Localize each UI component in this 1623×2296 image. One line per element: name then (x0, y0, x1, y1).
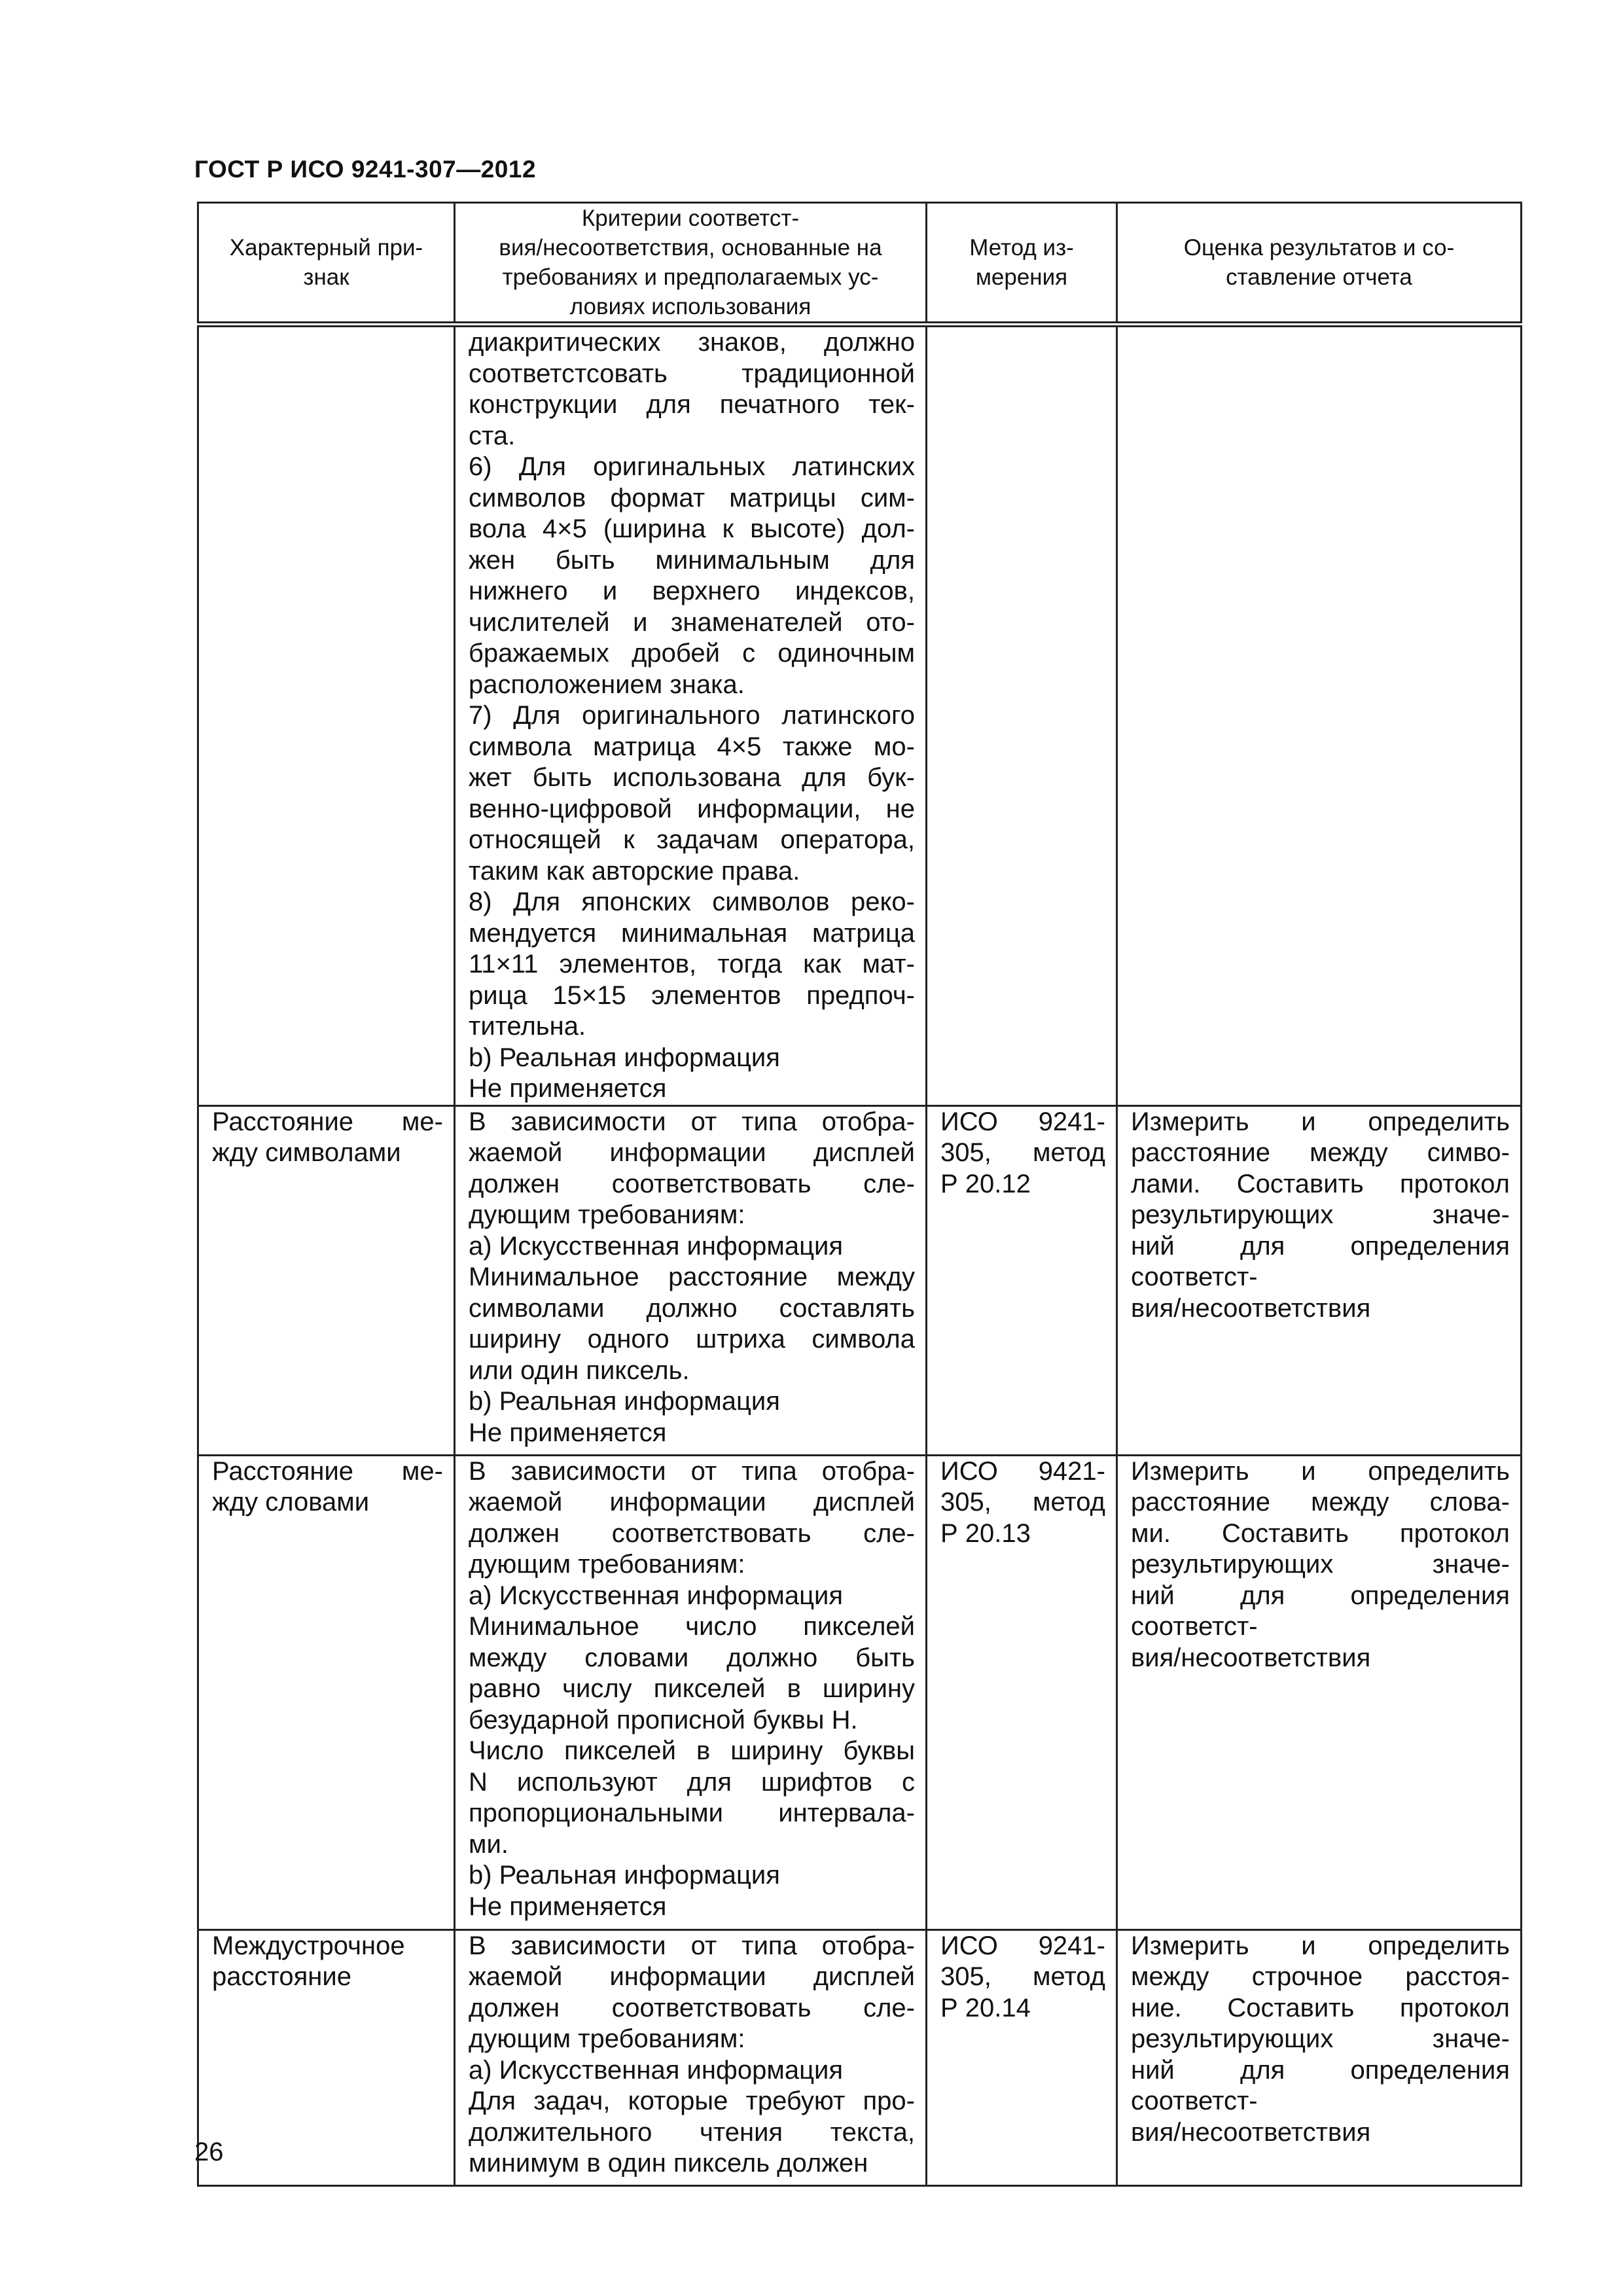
criteria-line: равно числу пикселей в ширину (469, 1674, 915, 1703)
criteria-line: символа матрица 4×5 также мо- (469, 732, 915, 761)
method-cell (927, 1929, 1117, 2185)
column-header-line: Характерный при- (229, 235, 423, 260)
evaluation-line: соответст- (1131, 2087, 1258, 2115)
method-line: Р 20.12 (940, 1169, 1031, 1198)
table-row (198, 1455, 1522, 1929)
evaluation-cell (1117, 325, 1522, 1106)
column-header-line: мерения (975, 264, 1068, 290)
evaluation-line: соответст- (1131, 1612, 1258, 1641)
criteria-line: а) Искусственная информация (469, 2055, 843, 2085)
column-header-line: Метод из- (969, 235, 1074, 260)
evaluation-line: расстояние между слова- (1131, 1488, 1510, 1516)
criteria-line: символов формат матрицы сим- (469, 483, 915, 512)
feature-cell (198, 1105, 455, 1455)
column-header-feature (198, 203, 455, 325)
criteria-line: b) Реальная информация (469, 1043, 780, 1072)
criteria-line: должен соответствовать сле- (469, 1169, 915, 1198)
column-header-criteria (455, 203, 927, 325)
feature-line: Расстояние ме- (212, 1107, 443, 1136)
criteria-line: бражаемых дробей с одиночным (469, 639, 915, 668)
method-line: ИСО 9421- (940, 1456, 1105, 1486)
column-header-line: Оценка результатов и со- (1183, 235, 1455, 260)
criteria-line: относящей к задачам оператора, (469, 825, 915, 854)
evaluation-line: вия/несоответствия (1131, 2117, 1371, 2147)
page-number: 26 (194, 2138, 224, 2166)
evaluation-line: вия/несоответствия (1131, 1643, 1371, 1672)
criteria-cell (455, 1929, 927, 2185)
evaluation-line: вия/несоответствия (1131, 1293, 1371, 1323)
column-header-line: ловиях использования (569, 294, 812, 319)
evaluation-line: соответст- (1131, 1263, 1258, 1291)
evaluation-line: результирующих значе- (1131, 2024, 1510, 2053)
criteria-line: Число пикселей в ширину буквы (469, 1736, 915, 1765)
criteria-line: Не применяется (469, 1892, 667, 1921)
evaluation-line: результирующих значе- (1131, 1200, 1510, 1229)
criteria-line: жаемой информации дисплей (469, 1138, 915, 1167)
column-header-line: требованиях и предполагаемых ус- (502, 264, 879, 290)
column-header-line: Критерии соответст- (581, 206, 800, 231)
criteria-line: мендуется минимальная матрица (469, 918, 915, 948)
method-cell (927, 325, 1117, 1106)
method-line: Р 20.14 (940, 1993, 1031, 2022)
criteria-line: В зависимости от типа отобра- (469, 1107, 915, 1136)
method-line: Р 20.13 (940, 1518, 1031, 1548)
criteria-line: тительна. (469, 1012, 586, 1041)
evaluation-cell (1117, 1105, 1522, 1455)
criteria-line: а) Искусственная информация (469, 1581, 843, 1610)
evaluation-line: Измерить и определить (1131, 1456, 1510, 1486)
feature-cell (198, 1929, 455, 2185)
feature-cell (198, 1455, 455, 1929)
feature-line: расстояние (212, 1962, 351, 1991)
criteria-line: Минимальное число пикселей (469, 1612, 915, 1641)
method-line: 305, метод (940, 1962, 1105, 1991)
column-header-line: знак (303, 264, 349, 290)
criteria-line: жен быть минимальным для (469, 545, 915, 575)
criteria-line: вола 4×5 (ширина к высоте) дол- (469, 514, 915, 543)
column-header-line: вия/несоответствия, основанные на (499, 235, 882, 260)
criteria-line: 11×11 элементов, тогда как мат- (469, 950, 915, 978)
table-header-row (198, 203, 1522, 325)
criteria-line: 7) Для оригинального латинского (469, 701, 915, 730)
table-row (198, 325, 1522, 1106)
criteria-line: дующим требованиям: (469, 1200, 745, 1229)
feature-line: жду символами (212, 1138, 401, 1167)
criteria-line: Минимальное расстояние между (469, 1263, 915, 1291)
criteria-cell (455, 1455, 927, 1929)
criteria-line: между словами должно быть (469, 1643, 915, 1672)
criteria-line: В зависимости от типа отобра- (469, 1456, 915, 1486)
criteria-line: дующим требованиям: (469, 1550, 745, 1579)
evaluation-line: ний для определения (1131, 1581, 1510, 1610)
evaluation-line: расстояние между симво- (1131, 1138, 1510, 1167)
criteria-line: ширину одного штриха символа (469, 1325, 915, 1354)
criteria-line: диакритических знаков, должно (469, 328, 915, 357)
criteria-line: должен соответствовать сле- (469, 1993, 915, 2022)
criteria-line: N используют для шрифтов с (469, 1767, 915, 1797)
feature-line: Расстояние ме- (212, 1456, 443, 1486)
table-row (198, 1929, 1522, 2185)
feature-cell (198, 325, 455, 1106)
criteria-cell (455, 325, 927, 1106)
criteria-line: расположением знака. (469, 670, 745, 699)
criteria-line: Не применяется (469, 1418, 667, 1447)
criteria-line: а) Искусственная информация (469, 1231, 843, 1261)
criteria-line: 6) Для оригинальных латинских (469, 452, 915, 481)
column-header-line: ставление отчета (1226, 264, 1412, 290)
method-cell (927, 1455, 1117, 1929)
column-header-method (927, 203, 1117, 325)
criteria-line: должительного чтения текста, (469, 2117, 915, 2147)
evaluation-cell (1117, 1455, 1522, 1929)
evaluation-line: Измерить и определить (1131, 1931, 1510, 1960)
feature-line: жду словами (212, 1488, 370, 1516)
evaluation-line: ние. Составить протокол (1131, 1993, 1510, 2022)
method-line: 305, метод (940, 1138, 1105, 1167)
criteria-line: жет быть использована для бук- (469, 763, 915, 792)
table-row (198, 1105, 1522, 1455)
criteria-line: символами должно составлять (469, 1293, 915, 1323)
evaluation-line: результирующих значе- (1131, 1550, 1510, 1579)
criteria-line: b) Реальная информация (469, 1387, 780, 1416)
criteria-cell (455, 1105, 927, 1455)
feature-line: Междустрочное (212, 1931, 405, 1960)
criteria-line: или один пиксель. (469, 1355, 690, 1385)
criteria-line: жаемой информации дисплей (469, 1488, 915, 1516)
column-header-evaluation (1117, 203, 1522, 325)
document-header-code: ГОСТ Р ИСО 9241-307—2012 (194, 156, 537, 183)
criteria-line: соответстсовать традиционной (469, 359, 915, 388)
evaluation-line: между строчное расстоя- (1131, 1962, 1510, 1991)
criteria-line: Не применяется (469, 1074, 667, 1103)
criteria-line: ста. (469, 421, 516, 450)
criteria-line: b) Реальная информация (469, 1861, 780, 1890)
criteria-line: минимум в один пиксель должен (469, 2149, 868, 2178)
method-line: ИСО 9241- (940, 1931, 1105, 1960)
criteria-line: ми. (469, 1829, 508, 1859)
criteria-line: дующим требованиям: (469, 2024, 745, 2053)
criteria-line: безударной прописной буквы Н. (469, 1705, 858, 1734)
criteria-line: должен соответствовать сле- (469, 1518, 915, 1548)
evaluation-line: Измерить и определить (1131, 1107, 1510, 1136)
criteria-line: нижнего и верхнего индексов, (469, 577, 915, 605)
evaluation-cell (1117, 1929, 1522, 2185)
evaluation-line: ний для определения (1131, 2055, 1510, 2085)
criteria-line: рица 15×15 элементов предпоч- (469, 980, 915, 1010)
criteria-line: В зависимости от типа отобра- (469, 1931, 915, 1960)
method-line: 305, метод (940, 1488, 1105, 1516)
criteria-line: жаемой информации дисплей (469, 1962, 915, 1991)
criteria-line: таким как авторские права. (469, 856, 800, 886)
evaluation-line: ми. Составить протокол (1131, 1518, 1510, 1548)
criteria-line: числителей и знаменателей ото- (469, 607, 915, 637)
criteria-line: 8) Для японских символов реко- (469, 888, 915, 916)
evaluation-line: ний для определения (1131, 1231, 1510, 1261)
criteria-line: Для задач, которые требуют про- (469, 2087, 915, 2115)
method-line: ИСО 9241- (940, 1107, 1105, 1136)
evaluation-line: лами. Составить протокол (1131, 1169, 1510, 1198)
criteria-line: венно-цифровой информации, не (469, 794, 915, 823)
method-cell (927, 1105, 1117, 1455)
criteria-line: пропорциональными интервала- (469, 1799, 915, 1827)
requirements-table (197, 202, 1522, 2187)
criteria-line: конструкции для печатного тек- (469, 390, 915, 419)
